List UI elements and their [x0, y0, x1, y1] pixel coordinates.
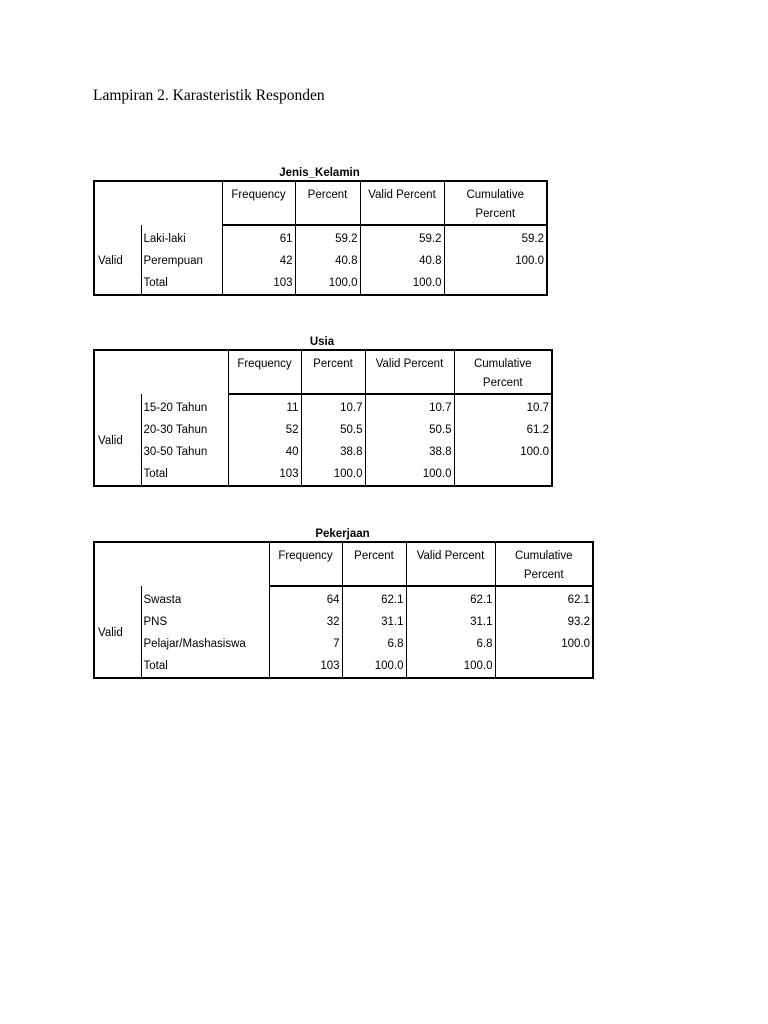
- table-jenis-kelamin: [93, 166, 546, 296]
- header-valid-percent: Valid Percent: [365, 350, 454, 394]
- cell-frequency: 32: [269, 611, 342, 633]
- row-label: Total: [143, 660, 168, 672]
- cell-cumulative-percent: 100.0: [454, 441, 552, 463]
- page-heading: Lampiran 2. Karasteristik Responden: [93, 87, 325, 104]
- cell-valid-percent: 6.8: [406, 633, 495, 655]
- table-row: [94, 441, 552, 463]
- row-label: Total: [143, 468, 168, 480]
- header-corner: [94, 350, 228, 394]
- cell-percent: 31.1: [342, 611, 406, 633]
- cell-percent: 59.2: [295, 225, 360, 250]
- header-frequency: Frequency: [222, 181, 295, 225]
- header-cumulative-percent: Cumulative Percent: [495, 542, 593, 586]
- table-row: [94, 655, 593, 678]
- cell-frequency: 103: [228, 463, 301, 486]
- valid-label: Valid: [94, 586, 141, 678]
- cell-valid-percent: 40.8: [360, 250, 444, 272]
- cell-valid-percent: 100.0: [365, 463, 454, 486]
- cell-frequency: 42: [222, 250, 295, 272]
- header-frequency: Frequency: [228, 350, 301, 394]
- header-corner: [94, 181, 222, 225]
- cell-cumulative-percent: 100.0: [495, 633, 593, 655]
- cell-valid-percent: 10.7: [365, 394, 454, 419]
- header-valid-percent: Valid Percent: [360, 181, 444, 225]
- cell-percent: 62.1: [342, 586, 406, 611]
- cell-valid-percent: 62.1: [406, 586, 495, 611]
- table-pekerjaan: [93, 527, 592, 679]
- cell-valid-percent: 59.2: [360, 225, 444, 250]
- row-label: PNS: [143, 616, 168, 628]
- cell-valid-percent: 50.5: [365, 419, 454, 441]
- cell-percent: 6.8: [342, 633, 406, 655]
- cell-cumulative-percent: 59.2: [444, 225, 547, 250]
- table-row: [94, 394, 552, 419]
- cell-frequency: 61: [222, 225, 295, 250]
- header-percent: Percent: [295, 181, 360, 225]
- header-corner: [94, 542, 269, 586]
- cell-frequency: 103: [222, 272, 295, 295]
- table-usia: [93, 335, 551, 487]
- cell-frequency: 11: [228, 394, 301, 419]
- cell-cumulative-percent: 61.2: [454, 419, 552, 441]
- table-row: [94, 225, 547, 250]
- table-row: [94, 419, 552, 441]
- header-valid-percent: Valid Percent: [406, 542, 495, 586]
- cell-percent: 100.0: [301, 463, 365, 486]
- cell-percent: 40.8: [295, 250, 360, 272]
- header-cumulative-percent: Cumulative Percent: [444, 181, 547, 225]
- row-label: Total: [143, 277, 168, 289]
- cell-percent: 100.0: [295, 272, 360, 295]
- header-percent: Percent: [301, 350, 365, 394]
- cell-percent: 10.7: [301, 394, 365, 419]
- row-label: Pelajar/Mashasiswa: [143, 638, 246, 650]
- cell-valid-percent: 100.0: [406, 655, 495, 678]
- cell-frequency: 103: [269, 655, 342, 678]
- cell-cumulative-percent: 62.1: [495, 586, 593, 611]
- cell-percent: 100.0: [342, 655, 406, 678]
- table-row: [94, 250, 547, 272]
- cell-valid-percent: 100.0: [360, 272, 444, 295]
- cell-frequency: 52: [228, 419, 301, 441]
- row-label: Perempuan: [143, 255, 203, 267]
- table-row: [94, 611, 593, 633]
- row-label: Swasta: [143, 593, 182, 606]
- cell-percent: 50.5: [301, 419, 365, 441]
- row-label: Laki-laki: [143, 232, 186, 245]
- cell-frequency: 64: [269, 586, 342, 611]
- cell-cumulative-percent: [444, 272, 547, 295]
- table-title: Usia: [309, 336, 335, 348]
- header-percent: Percent: [342, 542, 406, 586]
- cell-valid-percent: 38.8: [365, 441, 454, 463]
- table-title: Jenis_Kelamin: [279, 167, 360, 179]
- table-row: [94, 633, 593, 655]
- cell-frequency: 40: [228, 441, 301, 463]
- row-label: 30-50 Tahun: [143, 446, 208, 458]
- valid-label: Valid: [94, 394, 141, 486]
- header-cumulative-percent: Cumulative Percent: [454, 350, 552, 394]
- cell-cumulative-percent: [495, 655, 593, 678]
- table-row: [94, 272, 547, 295]
- cell-percent: 38.8: [301, 441, 365, 463]
- row-label: 20-30 Tahun: [143, 424, 208, 436]
- cell-cumulative-percent: 10.7: [454, 394, 552, 419]
- table-row: [94, 463, 552, 486]
- cell-cumulative-percent: 100.0: [444, 250, 547, 272]
- cell-valid-percent: 31.1: [406, 611, 495, 633]
- table-title: Pekerjaan: [315, 528, 370, 540]
- valid-label: Valid: [94, 225, 141, 295]
- cell-cumulative-percent: 93.2: [495, 611, 593, 633]
- cell-frequency: 7: [269, 633, 342, 655]
- header-frequency: Frequency: [269, 542, 342, 586]
- cell-cumulative-percent: [454, 463, 552, 486]
- table-row: [94, 586, 593, 611]
- row-label: 15-20 Tahun: [143, 401, 208, 414]
